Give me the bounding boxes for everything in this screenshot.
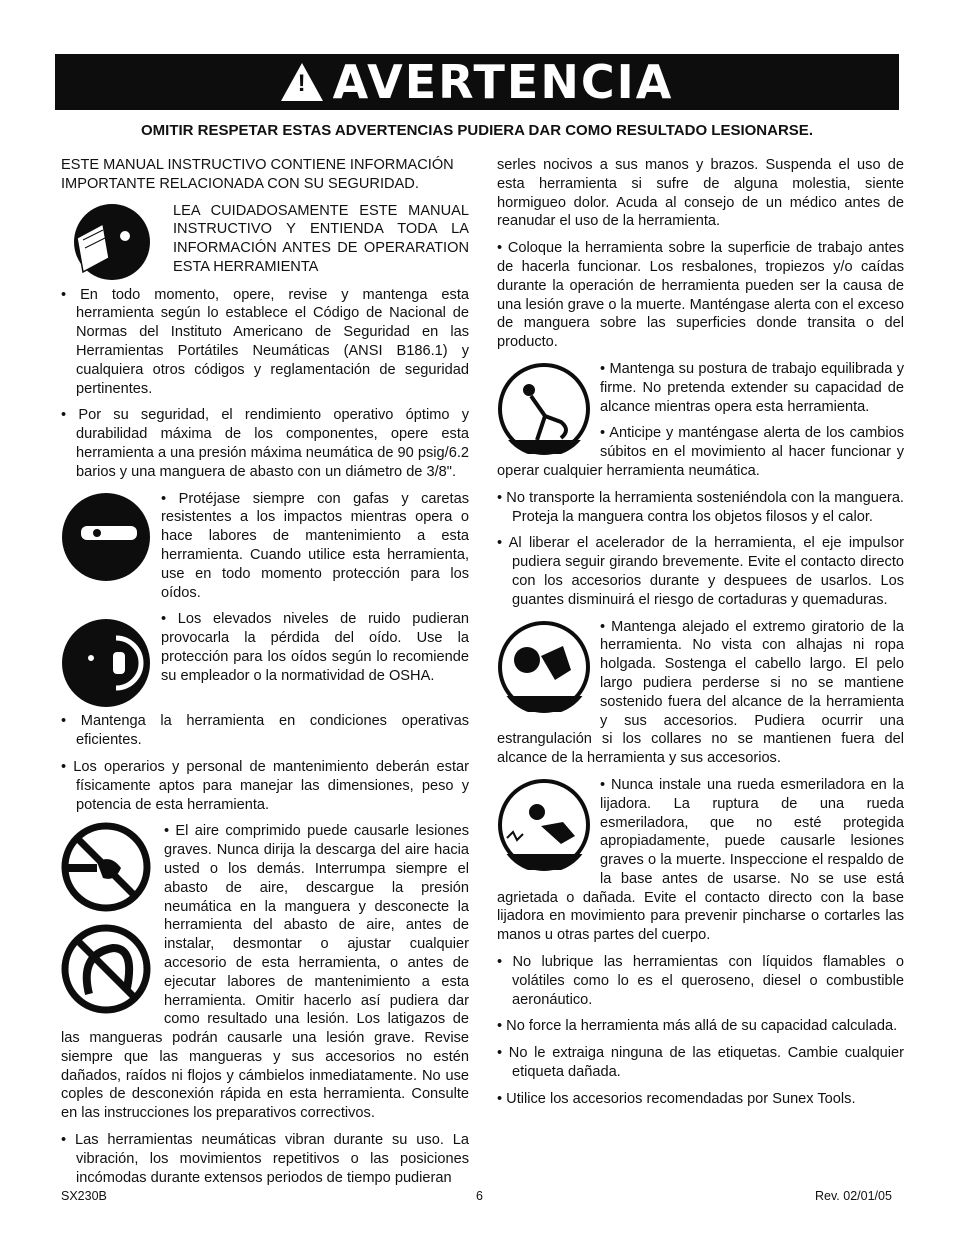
bullet-capacity: • No force la herramienta más allá de su capacidad calculada. <box>497 1018 898 1035</box>
bullet-spindle: • Al liberar el acelerador de la herramienta, el eje impulsor pudiera seguir girando brevemente. Evite el contacto directo con los accesorios durante y despuees de usarlos. Los guantes disminuirá el riesgo de cortaduras y quemaduras. <box>497 535 904 608</box>
bullet-pressure: • Por su seguridad, el rendimiento operativo óptimo y durabilidad máxima de los componentes, opere esta herramienta a una presión máxima neumática de 90 psig/6.2 barios y una manguera de abasto con un diámetro de 3/8". <box>61 407 469 480</box>
banner-title: AVERTENCIA <box>332 54 674 109</box>
bullet-flammable: • No lubrique las herramientas con líquidos flamables o volátiles como lo es el queroseno, diesel o combustible aeronáutico. <box>497 954 904 1008</box>
no-air-discharge-icon <box>61 822 151 912</box>
bullet-sudden-motion: • Anticipe y manténgase alerta de los cambios súbitos en el movimiento al hacer funcionar y operar cualquier herramienta neumática. <box>497 425 904 479</box>
bullet-work-surface: • Coloque la herramienta sobre la superficie de trabajo antes de hacerla funcionar. Los resbalones, tropiezos y/o caídas durante la operación de herramienta pueden ser la causa de una lesión grave o la muerte. Manténgase alerta con el exceso de manguera sobre las superficies donde transita o del producto. <box>497 240 904 351</box>
right-column <box>497 156 904 1117</box>
bullet-compressed-air: • El aire comprimido puede causarle lesiones graves. Nunca dirija la descarga del aire hacia usted o los demás. Interrumpa siempre el abasto de aire, descargue la presión neumática en la manguera y desconecte la herramienta del abasto de aire, antes de instalar, desmontar o ajustar cualquier accesorio de esta herramienta, o antes de ejecutar labores de mantenimiento a esta herramienta. Omitir hacerlo así pudiera dar como resultado una lesión. Los latigazos de las mangueras podrán causarle una lesión grave. Revise siempre que las mangueras y sus accesorios no estén dañados, raídos ni flojos y cámbielos inmediatamente. No use coples de desconexión rápida en esta herramienta. Consulte en las instrucciones los preparativos correctivos. <box>61 823 469 1122</box>
bullet-eye-protection: • Protéjase siempre con gafas y caretas resistentes a los impactos mientras opera o hace labores de mantenimiento a esta herramienta. Cuando utilice esta herramienta, use en todo momento protección para los oídos. <box>161 490 469 601</box>
warning-banner <box>55 54 899 110</box>
bullet-condition: • Mantenga la herramienta en condiciones operativas eficientes. <box>61 713 469 749</box>
hair-entanglement-icon <box>497 620 592 715</box>
air-icons <box>61 822 156 1014</box>
bullet-posture: • Mantenga su postura de trabajo equilibrada y firme. No pretenda extender su capacidad de alcance mientras opera esta herramienta. <box>600 360 904 415</box>
bullet-vibration: • Las herramientas neumáticas vibran durante su uso. La vibración, los movimientos repetitivos o las posiciones incómodas durante extensos periodos de tiempo pudieran <box>61 1132 469 1186</box>
footer-model: SX230B <box>61 1189 107 1203</box>
left-column <box>61 156 469 1195</box>
bullet-operators: • Los operarios y personal de mantenimiento deberán estar físicamente aptos para manejar las dimensiones, peso y potencia de esta herramienta. <box>61 758 469 813</box>
ear-protection-icon <box>61 618 151 708</box>
intro-text: ESTE MANUAL INSTRUCTIVO CONTIENE INFORMACIÓN IMPORTANTE RELACIONADA CON SU SEGURIDAD. <box>61 157 454 192</box>
bullet-carry-hose: • No transporte la herramienta sosteniéndola con la manguera. Proteja la manguera contra los objetos filosos y el calor. <box>497 489 904 525</box>
sanding-disc-icon <box>497 778 592 873</box>
warning-triangle-icon: ! <box>281 63 323 101</box>
bullet-accessories: • Utilice los accesorios recomendadas por Sunex Tools. <box>497 1090 856 1107</box>
footer-revision: Rev. 02/01/05 <box>815 1189 892 1203</box>
footer-page-number: 6 <box>476 1189 483 1203</box>
bullet-rotating-end: • Mantenga alejado el extremo giratorio de la herramienta. No vista con alhajas ni ropa holgada. Sostenga el cabello largo. El pelo largo pudiera perderse si no se mantiene sostenido fuera del alcance de la herramienta y sus accesorios. Pudiera ocurrir una estrangulación si los collares no se mantienen fuera del alcance de la herramienta y sus accesorios. <box>497 618 904 767</box>
vibration-continued: serles nocivos a sus manos y brazos. Suspenda el uso de esta herramienta si sufre de alguna molestia, siente hormigueo dolor. Acuda al consejo de un médico antes de reanudar el uso de la herramienta. <box>497 157 904 230</box>
read-manual-text: LEA CUIDADOSAMENTE ESTE MANUAL INSTRUCTIVO Y ENTIENDA TODA LA INFORMACIÓN ANTES DE OPERARATION ESTA HERRAMIENTA <box>173 202 469 275</box>
balance-posture-icon <box>497 362 592 457</box>
read-manual-icon <box>63 202 161 282</box>
bullet-ansi: • En todo momento, opere, revise y mantenga esta herramienta según lo establece el Código de Nacional de Normas del Instituto Americano de Seguridad en las Herramientas Portátiles Neumáticas (ANSI B186.1) y cualquiera otros códigos y reglamentación de seguridad pertinentes. <box>61 286 469 397</box>
eye-protection-icon <box>61 492 151 582</box>
warning-subtitle: OMITIR RESPETAR ESTAS ADVERTENCIAS PUDIERA DAR COMO RESULTADO LESIONARSE. <box>141 122 813 139</box>
bullet-labels: • No le extraiga ninguna de las etiquetas. Cambie cualquier etiqueta dañada. <box>497 1045 904 1081</box>
bullet-grinding-wheel: • Nunca instale una rueda esmeriladora en la lijadora. La ruptura de una rueda esmeriladora, que no esté protegida apropiadamente, puede causarle lesiones graves o la muerte. Inspeccione el respaldo de la base antes de usarse. No se use está agrietada o dañada. Evite el contacto directo con la base lijadora en movimiento para prevenir pincharse o cortarles las manos u otras partes del cuerpo. <box>497 776 904 944</box>
hose-whip-icon <box>61 924 151 1014</box>
bullet-noise: • Los elevados niveles de ruido pudieran provocarla la pérdida del oído. Use la protección para los oídos según lo recomiende su empleador o la normatividad de OSHA. <box>161 611 469 684</box>
